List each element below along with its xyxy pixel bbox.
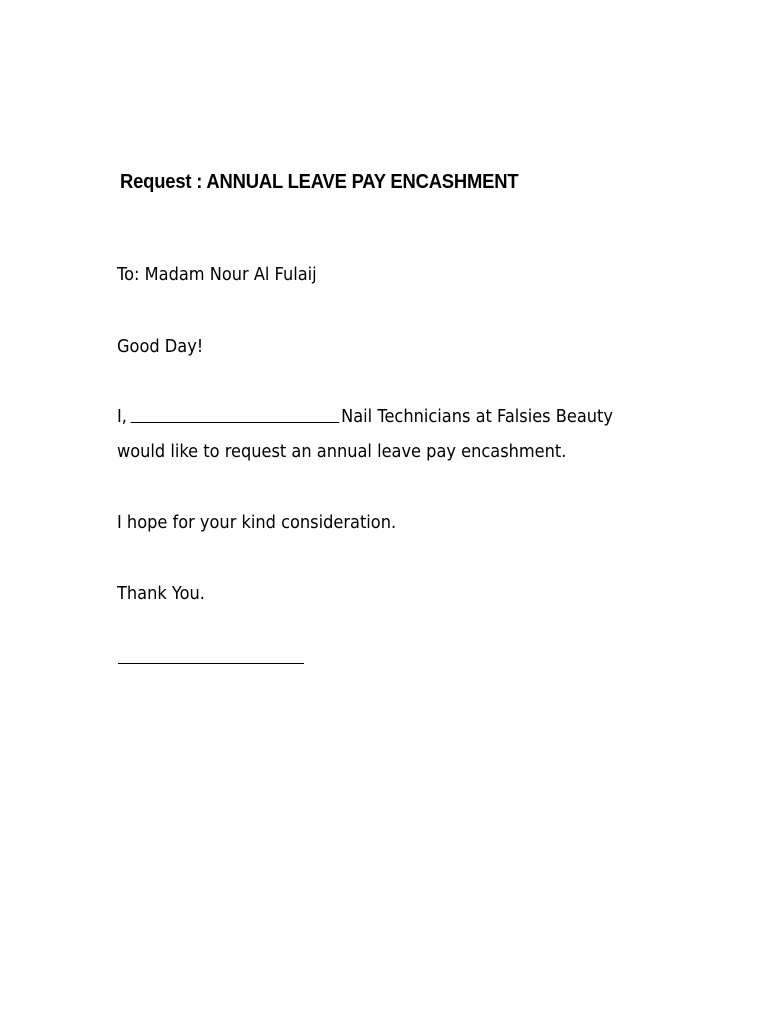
recipient-line: To: Madam Nour Al Fulaij xyxy=(117,264,317,285)
closing-line: Thank You. xyxy=(117,583,205,604)
greeting-line: Good Day! xyxy=(117,336,204,357)
consideration-line: I hope for your kind consideration. xyxy=(117,512,397,533)
name-blank-field xyxy=(131,421,340,423)
signature-line xyxy=(118,663,304,664)
body-line-1-suffix: Nail Technicians at Falsies Beauty xyxy=(341,406,613,427)
body-line-1-prefix: I, xyxy=(117,406,127,427)
body-line-1 xyxy=(117,406,613,427)
body-line-2: would like to request an annual leave pay encashment. xyxy=(117,441,567,462)
document-title: Request : ANNUAL LEAVE PAY ENCASHMENT xyxy=(120,171,519,193)
